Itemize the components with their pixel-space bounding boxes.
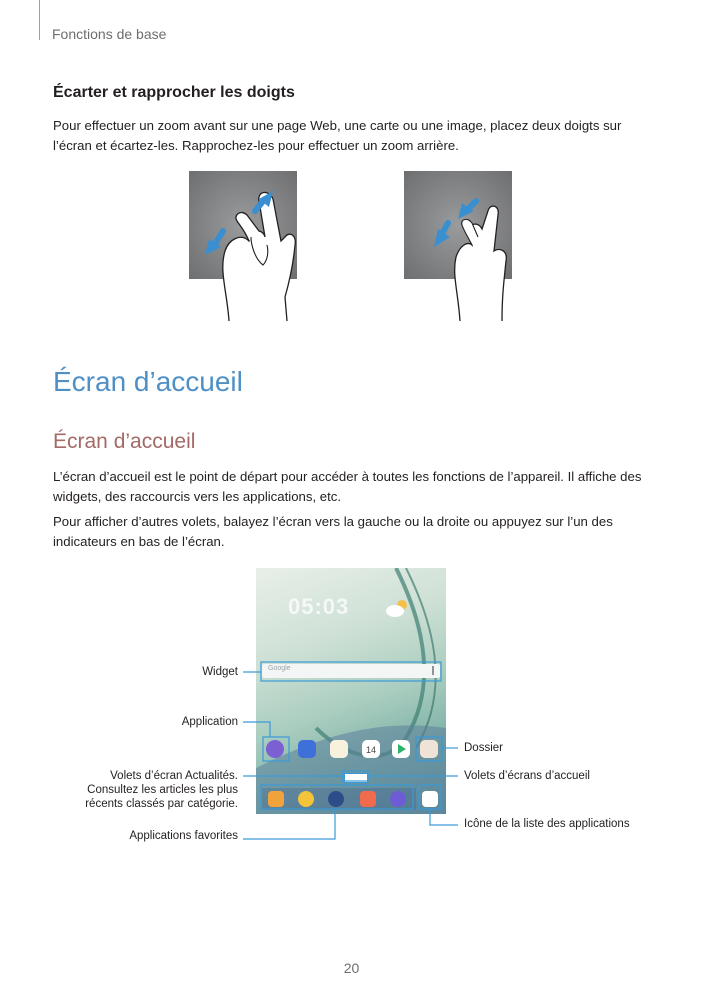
callout-dossier: Dossier (464, 742, 503, 754)
callout-news-line-1: Volets d’écran Actualités. (110, 770, 238, 782)
spread-gesture-illustration (189, 171, 329, 321)
clock-widget: 05:03 (288, 594, 350, 619)
app-icon-camera[interactable] (328, 791, 344, 807)
home-paragraph-1-line-1: L’écran d’accueil est le point de départ pour accéder à toutes les fonctions de l’appareil. Il affiche des (53, 469, 642, 484)
callout-home-panels: Volets d’écrans d’accueil (464, 770, 590, 782)
folder-icon[interactable] (420, 740, 438, 758)
app-icon-star[interactable] (298, 791, 314, 807)
page-indicator[interactable] (344, 773, 368, 783)
play-icon (398, 744, 406, 754)
app-icon-calendar[interactable]: 14 (362, 740, 380, 758)
home-paragraph-2-line-2: indicateurs en bas de l’écran. (53, 534, 225, 549)
search-widget[interactable] (262, 664, 440, 678)
callout-widget: Widget (202, 666, 238, 678)
app-icon-files[interactable] (268, 791, 284, 807)
pinch-heading: Écarter et rapprocher les doigts (53, 84, 295, 101)
app-icon-video[interactable] (266, 740, 284, 758)
tablet-home-screen (256, 568, 446, 814)
callout-news-line-3: récents classés par catégorie. (85, 798, 238, 810)
callout-application: Application (181, 716, 238, 728)
mic-icon (432, 666, 434, 675)
app-icon-music[interactable] (298, 740, 316, 758)
running-header: Fonctions de base (52, 26, 167, 42)
home-paragraph-2-line-1: Pour afficher d’autres volets, balayez l’écran vers la gauche ou la droite ou appuyez sur l’un des (53, 514, 613, 529)
callout-favorites: Applications favorites (129, 830, 238, 842)
pinch-paragraph-line-2: l’écran et écartez-les. Rapprochez-les pour effectuer un zoom arrière. (53, 138, 459, 153)
app-icon-notes[interactable] (330, 740, 348, 758)
pinch-gesture-illustration (404, 171, 544, 321)
app-icon-play-store[interactable] (392, 740, 410, 758)
chapter-title: Écran d’accueil (53, 366, 243, 397)
header-rule (39, 0, 40, 40)
app-icon-gallery[interactable] (360, 791, 376, 807)
search-hint: Google (268, 665, 291, 672)
callout-app-list: Icône de la liste des applications (464, 818, 630, 830)
page-number: 20 (343, 960, 360, 976)
weather-icon (384, 598, 410, 618)
section-title: Écran d’accueil (53, 430, 196, 453)
app-icon-internet[interactable] (390, 791, 406, 807)
callout-news-line-2: Consultez les articles les plus (87, 784, 238, 796)
apps-grid-icon[interactable] (422, 791, 438, 807)
pinch-paragraph-line-1: Pour effectuer un zoom avant sur une page Web, une carte ou une image, placez deux doigts sur (53, 118, 622, 133)
home-paragraph-1-line-2: widgets, des raccourcis vers les applications, etc. (53, 489, 342, 504)
